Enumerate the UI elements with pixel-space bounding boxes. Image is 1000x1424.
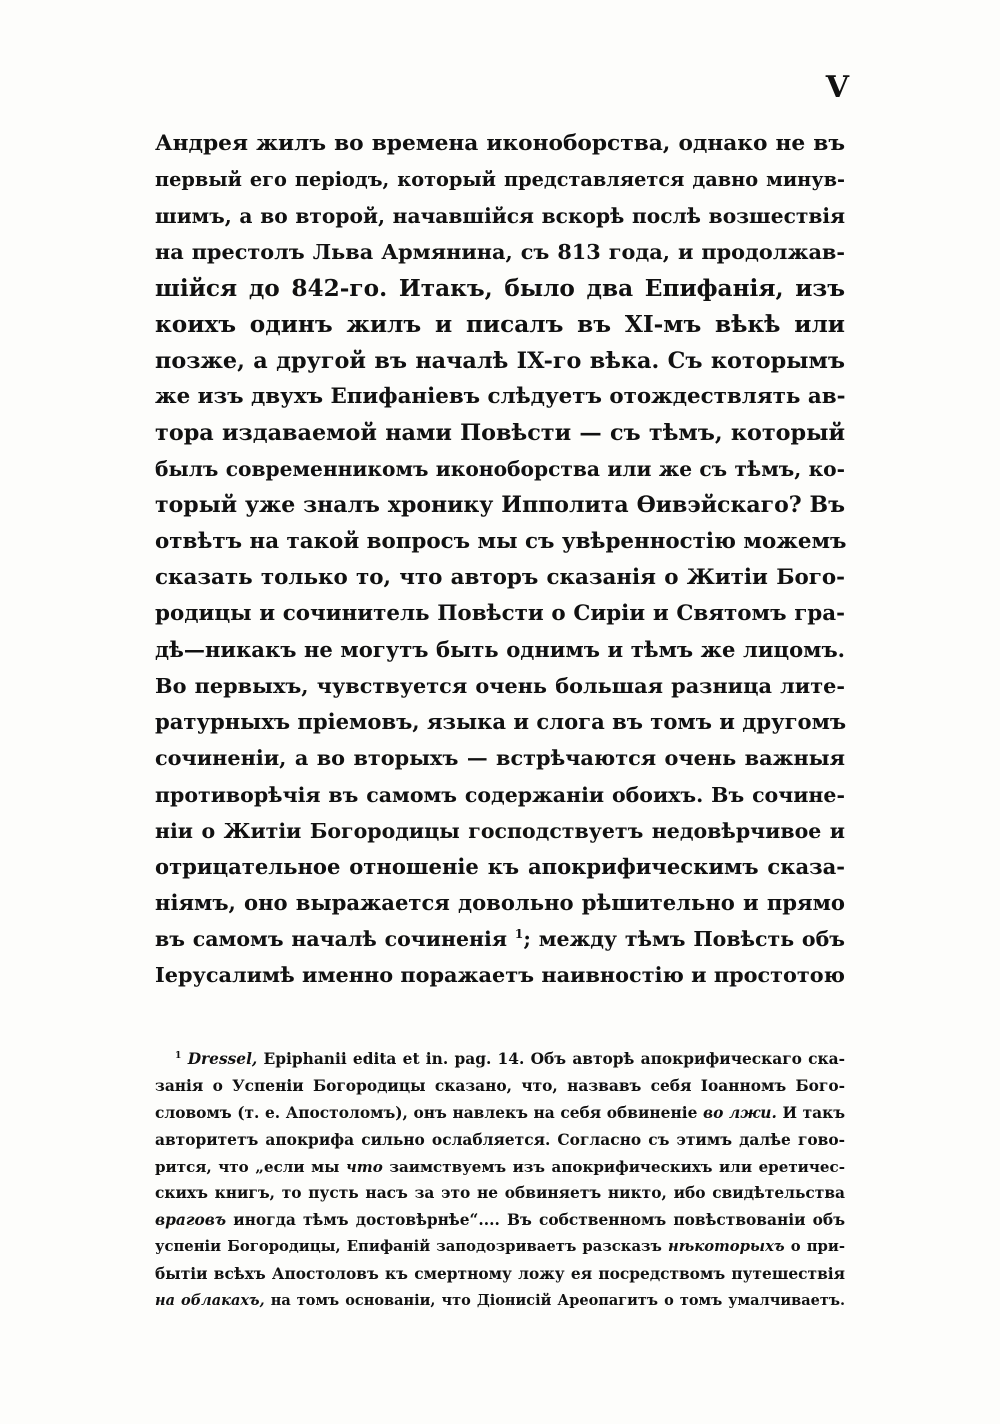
footnote-line: скихъ книгъ, то пусть насъ за это не обвиняетъ никто, ибо свидѣтельства (155, 1184, 845, 1203)
text-line: Іерусалимѣ именно поражаетъ наивностію и простотою (155, 962, 845, 988)
text-line: первый его періодъ, который представляется давно минув- (155, 168, 845, 192)
text-line: коихъ одинъ жилъ и писалъ въ XI-мъ вѣкѣ или (155, 310, 845, 338)
text-line: сказать только то, что авторъ сказанія о Житіи Бого- (155, 564, 845, 590)
emphasis: во лжи. (702, 1103, 777, 1122)
text-fragment: И такъ (776, 1103, 846, 1122)
footnote-author: Dressel, (187, 1050, 258, 1068)
text-line: отрицательное отношеніе къ апокрифическимъ сказа- (155, 853, 845, 879)
emphasis: враговъ (155, 1211, 227, 1230)
text-fragment: на томъ основаніи, что Діонисій Ареопагитъ о томъ умалчиваетъ. (264, 1292, 845, 1310)
text-line: ніямъ, оно выражается довольно рѣшительно и прямо (155, 889, 845, 915)
text-line: на престолъ Льва Армянина, съ 813 года, и продолжав- (155, 239, 845, 265)
emphasis: нѣкоторыхъ (667, 1238, 785, 1256)
text-line: противорѣчія въ самомъ содержаніи обоихъ. Въ сочине- (155, 782, 845, 807)
text-line: шійся до 842-го. Итакъ, было два Епифанія, изъ (155, 274, 845, 302)
text-fragment: иногда тѣмъ достовѣрнѣе“.... Въ собственномъ повѣствованіи объ (226, 1211, 845, 1230)
text-fragment: въ самомъ началѣ сочиненія (155, 927, 515, 952)
text-line: позже, а другой въ началѣ IX-го вѣка. Съ которымъ (155, 347, 845, 374)
text-line: тора издаваемой нами Повѣсти — съ тѣмъ, который (155, 420, 845, 447)
text-line: шимъ, а во второй, начавшійся вскорѣ послѣ возшествія (155, 204, 845, 229)
text-fragment: успеніи Богородицы, Епифаній заподозриваетъ разсказъ (155, 1238, 668, 1256)
footnote-line (155, 1154, 845, 1181)
text-fragment: Epiphanii edita et in. pag. 14. Объ авторѣ апокрифическаго ска- (257, 1050, 846, 1068)
text-line: отвѣтъ на такой вопросъ мы съ увѣренностію можемъ (155, 528, 847, 554)
text-line: былъ современникомъ иконоборства или же съ тѣмъ, ко- (155, 457, 845, 482)
footnote-line: занія о Успеніи Богородицы сказано, что, назвавъ себя Іоанномъ Бого- (155, 1076, 845, 1095)
text-fragment: ; между тѣмъ Повѣсть объ (523, 927, 845, 952)
page-number: V (825, 70, 850, 105)
text-line: Во первыхъ, чувствуется очень большая разница лите- (155, 673, 845, 699)
text-fragment: заимствуемъ изъ апокрифическихъ или еретичес- (382, 1157, 845, 1176)
text-line: торый уже зналъ хронику Ипполита Ѳивэйскаго? Въ (155, 492, 845, 519)
footnote-marker: 1 (175, 1049, 182, 1061)
text-fragment: словомъ (т. е. Апостоломъ), онъ навлекъ на себя обвиненіе (155, 1103, 703, 1122)
footnote-line (155, 1100, 845, 1127)
footnote-line (155, 1234, 845, 1261)
text-line: родицы и сочинитель Повѣсти о Сиріи и Святомъ гра- (155, 600, 845, 626)
text-fragment: рится, что „если мы (155, 1157, 346, 1176)
text-line: Андрея жилъ во времена иконоборства, однако не въ (155, 131, 845, 156)
emphasis: что (345, 1157, 383, 1176)
footnote (155, 1046, 845, 1315)
footnote-line (155, 1207, 845, 1234)
main-text (155, 126, 845, 993)
text-line: сочиненіи, а во вторыхъ — встрѣчаются очень важныя (155, 745, 845, 771)
text-line: ніи о Житіи Богородицы господствуетъ недовѣрчивое и (155, 818, 845, 843)
text-fragment: о при- (784, 1238, 845, 1256)
text-line-with-footnote-ref (155, 921, 845, 957)
footnote-line: бытіи всѣхъ Апостоловъ къ смертному ложу ея посредствомъ путешествія (155, 1265, 845, 1284)
footnote-line (155, 1288, 845, 1315)
footnote-line: авторитетъ апокрифа сильно ослабляется. Согласно съ этимъ далѣе гово- (155, 1130, 845, 1149)
footnote-line (155, 1046, 845, 1073)
text-line: же изъ двухъ Епифаніевъ слѣдуетъ отождествлять ав- (155, 383, 846, 409)
footnote-reference[interactable]: 1 (514, 926, 524, 942)
emphasis: на облакахъ, (155, 1292, 265, 1310)
text-line: ратурныхъ пріемовъ, языка и слога въ томъ и другомъ (155, 709, 847, 735)
text-line: дѣ—никакъ не могутъ быть однимъ и тѣмъ же лицомъ. (155, 636, 845, 662)
